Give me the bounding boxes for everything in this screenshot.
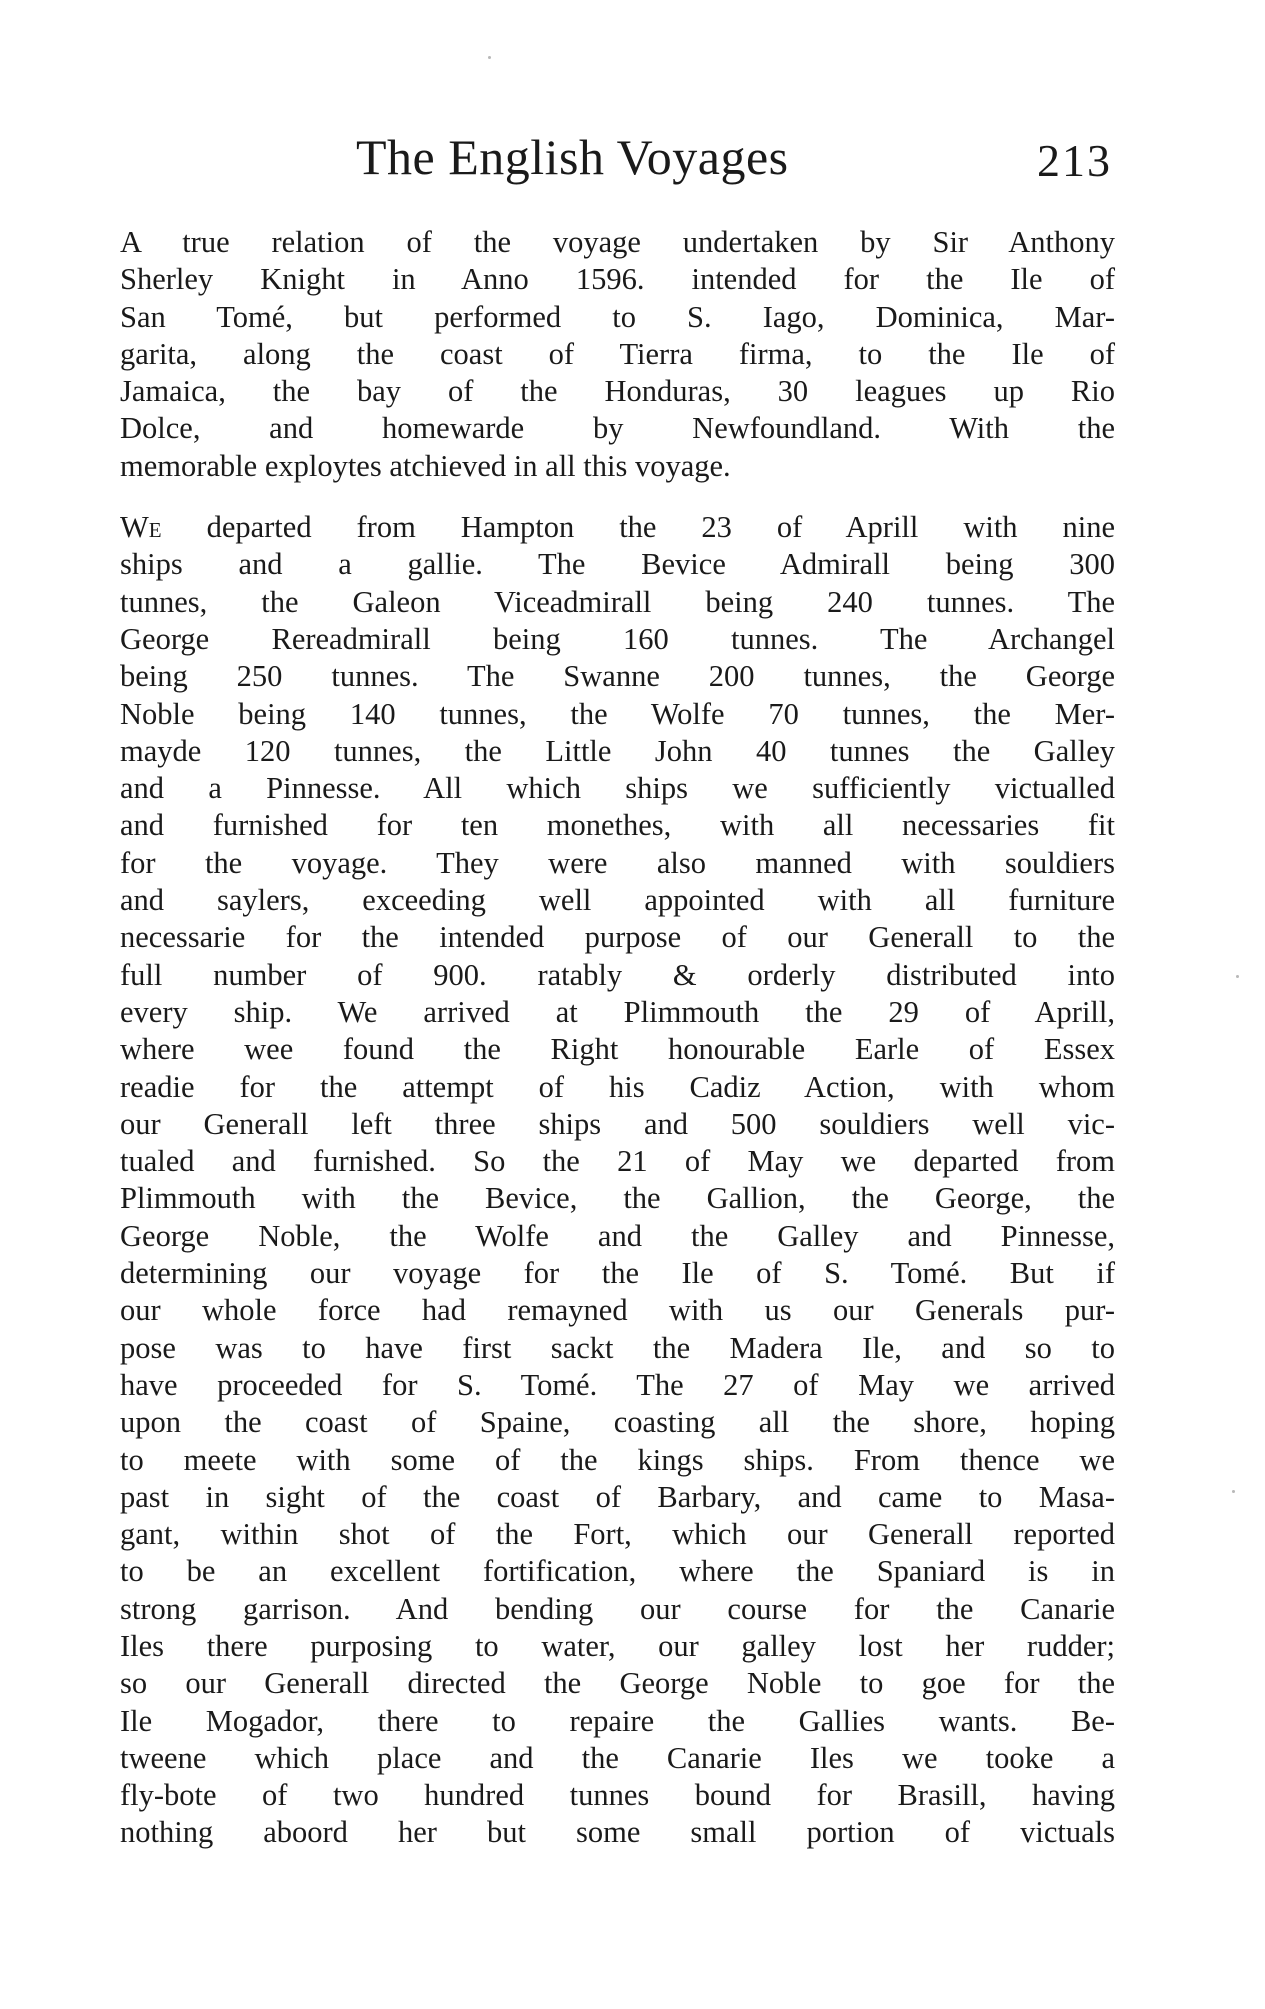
body-paragraph bbox=[120, 509, 1115, 1852]
page-number: 213 bbox=[1037, 135, 1112, 186]
body-line: necessarie for the intended purpose of our Generall to the bbox=[120, 920, 1115, 955]
body-line: every ship. We arrived at Plimmouth the 29 of Aprill, bbox=[120, 994, 1115, 1029]
heading-line: Dolce, and homewarde by Newfoundland. With the bbox=[120, 411, 1115, 446]
body-line: and furnished for ten monethes, with all necessaries fit bbox=[120, 808, 1115, 843]
body-line: readie for the attempt of his Cadiz Action, with whom bbox=[120, 1069, 1115, 1104]
body-line: George Rereadmirall being 160 tunnes. The Archangel bbox=[120, 621, 1115, 656]
body-line: to be an excellent fortification, where the Spaniard is in bbox=[120, 1554, 1115, 1589]
body-line: ships and a gallie. The Bevice Admirall being 300 bbox=[120, 547, 1115, 582]
heading-line: Sherley Knight in Anno 1596. intended for the Ile of bbox=[120, 262, 1115, 297]
body-line: our whole force had remayned with us our Generals pur- bbox=[120, 1293, 1115, 1328]
body-line: where wee found the Right honourable Earle of Essex bbox=[120, 1032, 1115, 1067]
body-line: have proceeded for S. Tomé. The 27 of May we arrived bbox=[120, 1367, 1115, 1402]
body-line: Plimmouth with the Bevice, the Gallion, the George, the bbox=[120, 1181, 1115, 1216]
body-line: Ile Mogador, there to repaire the Gallies wants. Be- bbox=[120, 1703, 1115, 1738]
body-line: pose was to have first sackt the Madera Ile, and so to bbox=[120, 1330, 1115, 1365]
body-line: past in sight of the coast of Barbary, and came to Masa- bbox=[120, 1479, 1115, 1514]
text-block bbox=[120, 224, 1115, 1852]
body-line: tweene which place and the Canarie Iles we tooke a bbox=[120, 1740, 1115, 1775]
heading-line: garita, along the coast of Tierra firma, to the Ile of bbox=[120, 336, 1115, 371]
body-first-line bbox=[120, 509, 1115, 546]
body-line: strong garrison. And bending our course for the Canarie bbox=[120, 1591, 1115, 1626]
body-line: and a Pinnesse. All which ships we sufficiently victualled bbox=[120, 771, 1115, 806]
body-line: Iles there purposing to water, our galley lost her rudder; bbox=[120, 1628, 1115, 1663]
body-line: Noble being 140 tunnes, the Wolfe 70 tunnes, the Mer- bbox=[120, 696, 1115, 731]
paper-speck bbox=[488, 56, 491, 59]
body-line: tunnes, the Galeon Viceadmirall being 240 tunnes. The bbox=[120, 584, 1115, 619]
body-line: for the voyage. They were also manned with souldiers bbox=[120, 845, 1115, 880]
heading-line: memorable exploytes atchieved in all this voyage. bbox=[120, 448, 731, 483]
body-line: determining our voyage for the Ile of S. Tomé. But if bbox=[120, 1256, 1115, 1291]
body-line: tualed and furnished. So the 21 of May we departed from bbox=[120, 1144, 1115, 1179]
body-line: our Generall left three ships and 500 souldiers well vic- bbox=[120, 1106, 1115, 1141]
body-line: and saylers, exceeding well appointed with all furniture bbox=[120, 883, 1115, 918]
body-line: nothing aboord her but some small portion of victuals bbox=[120, 1815, 1115, 1850]
paper-speck bbox=[1232, 1490, 1235, 1493]
body-line: mayde 120 tunnes, the Little John 40 tunnes the Galley bbox=[120, 733, 1115, 768]
page-title: The English Voyages bbox=[356, 129, 789, 185]
heading-line: Jamaica, the bay of the Honduras, 30 leagues up Rio bbox=[120, 374, 1115, 409]
body-line: being 250 tunnes. The Swanne 200 tunnes, the George bbox=[120, 659, 1115, 694]
heading-line: A true relation of the voyage undertaken by Sir Anthony bbox=[120, 225, 1115, 259]
body-line: to meete with some of the kings ships. From thence we bbox=[120, 1442, 1115, 1477]
body-line: gant, within shot of the Fort, which our Generall reported bbox=[120, 1517, 1115, 1552]
body-line: so our Generall directed the George Noble to goe for the bbox=[120, 1666, 1115, 1701]
body-line: upon the coast of Spaine, coasting all the shore, hoping bbox=[120, 1405, 1115, 1440]
dropcap-word: We bbox=[120, 510, 162, 545]
body-line: fly-bote of two hundred tunnes bound for Brasill, having bbox=[120, 1778, 1115, 1813]
paper-speck bbox=[1236, 975, 1239, 978]
first-line-text: departed from Hampton the 23 of Aprill with nine bbox=[206, 510, 1115, 545]
body-line: full number of 900. ratably & orderly distributed into bbox=[120, 957, 1115, 992]
heading-line: San Tomé, but performed to S. Iago, Dominica, Mar- bbox=[120, 299, 1115, 334]
body-line: George Noble, the Wolfe and the Galley and Pinnesse, bbox=[120, 1218, 1115, 1253]
running-head bbox=[120, 128, 1120, 198]
chapter-heading bbox=[120, 224, 1115, 485]
